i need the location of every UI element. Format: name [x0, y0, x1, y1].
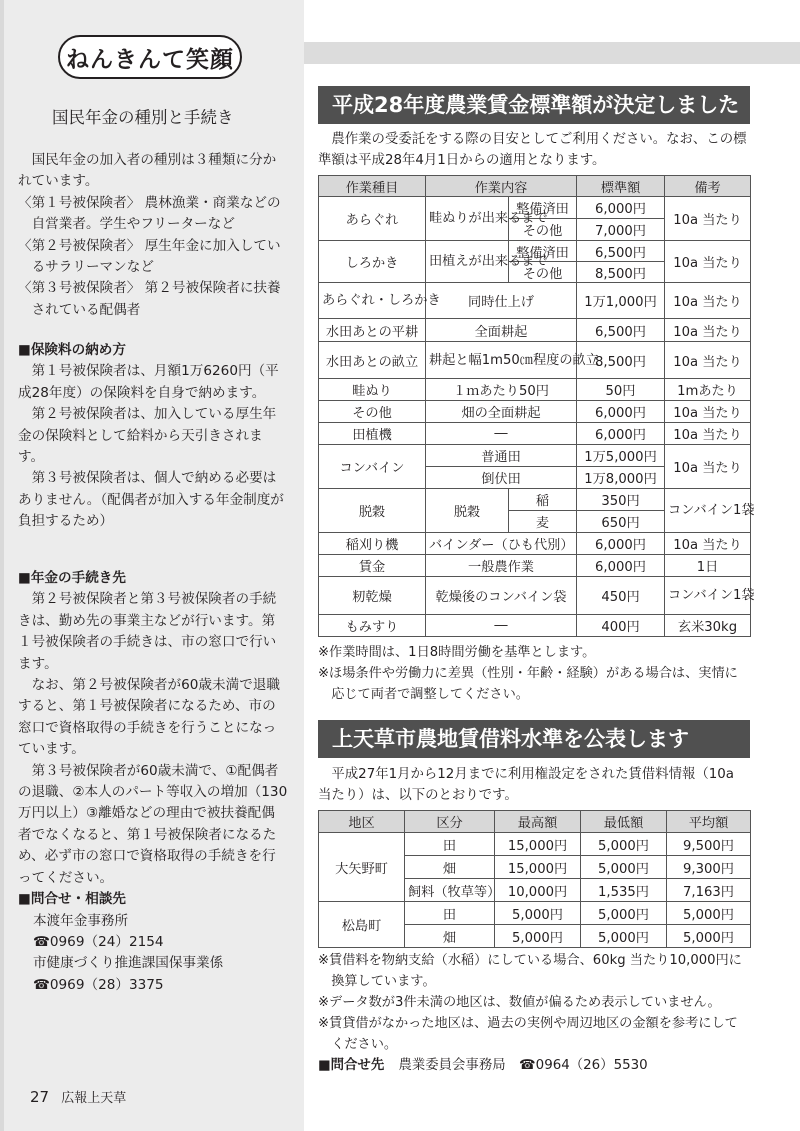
wage-header: 作業内容	[426, 176, 577, 197]
rent-header: 最低額	[581, 811, 667, 833]
work-content: 同時仕上げ	[426, 283, 577, 319]
land-type: 田	[405, 833, 495, 856]
remark: コンバイン1袋	[665, 489, 751, 533]
rent-header: 地区	[319, 811, 405, 833]
remark: 1日	[665, 555, 751, 577]
standard-amount: 350円	[577, 489, 665, 511]
wage-header: 作業種目	[319, 176, 426, 197]
avg-amount: 5,000円	[667, 902, 751, 925]
table-row	[319, 379, 751, 401]
max-amount: 15,000円	[495, 856, 581, 879]
work-item: コンバイン	[319, 445, 426, 489]
payment-text: 第３号被保険者は、個人で納める必要はありません。（配偶者が加入する年金制度が負担するため）	[18, 470, 284, 530]
work-subtype: 普通田	[426, 445, 577, 467]
avg-amount: 9,500円	[667, 833, 751, 856]
min-amount: 5,000円	[581, 925, 667, 948]
work-content: 一般農作業	[426, 555, 577, 577]
note-item: ※データ数が3件未満の地区は、数値が偏るため表示していません。	[318, 995, 721, 1010]
work-item: 賃金	[319, 555, 426, 577]
work-content: 耕起と幅1m50㎝程度の畝立	[426, 342, 577, 379]
table-row	[319, 283, 751, 319]
section1-banner: 平成28年度農業賃金標準額が決定しました	[318, 86, 750, 124]
standard-amount: 6,000円	[577, 423, 665, 445]
section1-notes	[318, 642, 750, 705]
work-subtype: 倒伏田	[426, 467, 577, 489]
work-item: 稲刈り機	[319, 533, 426, 555]
procedure-text: 第２号被保険者と第３号被保険者の手続きは、勤め先の事業主などが行います。第１号被保険者の手続きは、市の窓口で行います。	[18, 591, 277, 672]
payment-text: 第２号被保険者は、加入している厚生年金の保険料として給料から天引きされます。	[18, 406, 277, 466]
standard-amount: 8,500円	[577, 262, 665, 283]
work-subtype: その他	[509, 219, 577, 241]
contact-label: ■問合せ先	[318, 1058, 385, 1073]
max-amount: 10,000円	[495, 879, 581, 902]
work-content: １ｍあたり50円	[426, 379, 577, 401]
work-subtype: 整備済田	[509, 241, 577, 262]
work-item: もみすり	[319, 615, 426, 637]
contact-text: 農業委員会事務局 ☎0964（26）5530	[398, 1058, 648, 1073]
contact-line: 市健康づくり推進課国保事業係	[32, 955, 224, 972]
work-content: バインダー（ひも代別）	[426, 533, 577, 555]
work-item: 籾乾燥	[319, 577, 426, 615]
standard-amount: 1万1,000円	[577, 283, 665, 319]
table-row	[319, 319, 751, 342]
work-content: 畑の全面耕起	[426, 401, 577, 423]
type-item: 〈第２号被保険者〉 厚生年金に加入しているサラリーマンなど	[18, 237, 281, 276]
remark: コンバイン1袋	[665, 577, 751, 615]
table-row	[319, 342, 751, 379]
district: 大矢野町	[319, 833, 405, 902]
publication-name: 広報上天草	[61, 1091, 127, 1106]
remark: 10a 当たり	[665, 319, 751, 342]
avg-amount: 5,000円	[667, 925, 751, 948]
remark: 10a 当たり	[665, 423, 751, 445]
wage-header: 備考	[665, 176, 751, 197]
contact-heading: ■問合せ・相談先	[18, 891, 126, 908]
table-row	[319, 423, 751, 445]
table-row	[319, 197, 751, 219]
work-item: 水田あとの平耕	[319, 319, 426, 342]
remark: 10a 当たり	[665, 533, 751, 555]
land-type: 畑	[405, 856, 495, 879]
standard-amount: 6,000円	[577, 401, 665, 423]
remark: 10a 当たり	[665, 283, 751, 319]
min-amount: 5,000円	[581, 902, 667, 925]
land-type: 田	[405, 902, 495, 925]
payment-text: 第１号被保険者は、月額1万6260円（平成28年度）の保険料を自身で納めます。	[18, 363, 279, 401]
type-item: 〈第３号被保険者〉 第２号被保険者に扶養されている配偶者	[18, 280, 281, 318]
work-subtype: 整備済田	[509, 197, 577, 219]
section2-contact	[318, 1055, 750, 1076]
procedure-text: 第３号被保険者が60歳未満で、①配偶者の退職、②本人のパート等収入の増加（130万円以上）③離婚などの理由で被扶養配偶者でなくなると、第１号被保険者になるため、必ず市の窓口で資格取得の手続きを行ってください。	[18, 762, 288, 886]
min-amount: 5,000円	[581, 856, 667, 879]
table-row	[319, 555, 751, 577]
rent-header: 平均額	[667, 811, 751, 833]
wage-table	[318, 175, 755, 637]
work-content: ―	[426, 615, 577, 637]
section2-intro-text: 平成27年1月から12月までに利用権設定をされた賃借料情報（10a 当たり）は、以下のとおりです。	[318, 767, 734, 803]
standard-amount: 1万8,000円	[577, 467, 665, 489]
contact-phone: ☎0969（28）3375	[32, 976, 164, 993]
remark: 1mあたり	[665, 379, 751, 401]
top-band	[304, 42, 800, 64]
rent-table	[318, 810, 751, 948]
work-item: 畦ぬり	[319, 379, 426, 401]
min-amount: 5,000円	[581, 833, 667, 856]
work-subtype: 麦	[509, 511, 577, 533]
section1-intro	[318, 130, 750, 171]
page-number: 27	[30, 1088, 50, 1106]
note-item: ※ほ場条件や労働力に差異（性別・年齢・経験）がある場合は、実情に応じて両者で調整してください。	[318, 666, 738, 702]
work-item: あらぐれ	[319, 197, 426, 241]
rent-header: 最高額	[495, 811, 581, 833]
table-row	[319, 533, 751, 555]
contact-line: 本渡年金事務所	[32, 912, 129, 929]
payment-heading: ■保険料の納め方	[18, 342, 126, 358]
section1-intro-text: 農作業の受委託をする際の目安としてご利用ください。なお、この標準額は平成28年4月1日からの適用となります。	[318, 132, 747, 168]
remark: 10a 当たり	[665, 241, 751, 283]
work-content: 田植えが出来るまで	[426, 241, 509, 283]
district: 松島町	[319, 902, 405, 948]
max-amount: 5,000円	[495, 902, 581, 925]
table-row	[319, 241, 751, 262]
type-item: 〈第１号被保険者〉 農林漁業・商業などの自営業者。学生やフリーターなど	[18, 194, 281, 233]
standard-amount: 8,500円	[577, 342, 665, 379]
land-type: 畑	[405, 925, 495, 948]
work-item: あらぐれ・しろかき	[319, 283, 426, 319]
table-row	[319, 902, 751, 925]
work-item: しろかき	[319, 241, 426, 283]
left-edge-stripe	[0, 0, 4, 1131]
standard-amount: 650円	[577, 511, 665, 533]
procedure-text: なお、第２号被保険者が60歳未満で退職すると、第１号被保険者になるため、市の窓口で資格取得の手続きを行うことになっています。	[18, 677, 280, 758]
standard-amount: 7,000円	[577, 219, 665, 241]
standard-amount: 50円	[577, 379, 665, 401]
remark: 10a 当たり	[665, 401, 751, 423]
note-item: ※作業時間は、1日8時間労働を基準とします。	[318, 645, 596, 660]
section2-intro	[318, 765, 750, 806]
table-row	[319, 445, 751, 467]
note-item: ※賃貸借がなかった地区は、過去の実例や周辺地区の金額を参考にしてください。	[318, 1016, 738, 1052]
payment-section	[18, 340, 288, 533]
land-type: 飼料（牧草等）	[405, 879, 495, 902]
procedure-section	[18, 568, 288, 996]
standard-amount: 6,000円	[577, 533, 665, 555]
table-row	[319, 615, 751, 637]
procedure-heading: ■年金の手続き先	[18, 570, 126, 586]
note-item: ※賃借料を物納支給（水稲）にしている場合、60kg 当たり10,000円に換算しています。	[318, 953, 742, 989]
standard-amount: 450円	[577, 577, 665, 615]
contact-phone: ☎0969（24）2154	[32, 933, 164, 950]
work-content: ―	[426, 423, 577, 445]
table-row	[319, 833, 751, 856]
remark: 10a 当たり	[665, 445, 751, 489]
avg-amount: 7,163円	[667, 879, 751, 902]
intro-text: 国民年金の加入者の種別は３種類に分かれています。	[18, 152, 277, 190]
work-item: その他	[319, 401, 426, 423]
work-content: 乾燥後のコンバイン袋	[426, 577, 577, 615]
table-row	[319, 489, 751, 511]
wage-header: 標準額	[577, 176, 665, 197]
standard-amount: 6,000円	[577, 555, 665, 577]
standard-amount: 6,500円	[577, 319, 665, 342]
min-amount: 1,535円	[581, 879, 667, 902]
remark: 10a 当たり	[665, 197, 751, 241]
work-item: 田植機	[319, 423, 426, 445]
standard-amount: 6,000円	[577, 197, 665, 219]
remark: 玄米30kg	[665, 615, 751, 637]
avg-amount: 9,300円	[667, 856, 751, 879]
standard-amount: 400円	[577, 615, 665, 637]
work-content: 畦ぬりが出来るまで	[426, 197, 509, 241]
work-subtype: その他	[509, 262, 577, 283]
page-footer	[30, 1087, 126, 1106]
max-amount: 15,000円	[495, 833, 581, 856]
section2-notes	[318, 950, 750, 1055]
work-subtype: 稲	[509, 489, 577, 511]
work-item: 脱穀	[319, 489, 426, 533]
remark: 10a 当たり	[665, 342, 751, 379]
standard-amount: 6,500円	[577, 241, 665, 262]
work-content: 脱穀	[426, 489, 509, 533]
max-amount: 5,000円	[495, 925, 581, 948]
section2-banner: 上天草市農地賃借料水準を公表します	[318, 720, 750, 758]
work-content: 全面耕起	[426, 319, 577, 342]
left-article-title: 国民年金の種別と手続き	[52, 108, 234, 127]
pension-types	[18, 150, 288, 321]
column-logo: ねんきんて笑顔	[58, 35, 242, 79]
work-item: 水田あとの畝立	[319, 342, 426, 379]
table-row	[319, 401, 751, 423]
standard-amount: 1万5,000円	[577, 445, 665, 467]
table-row	[319, 577, 751, 615]
rent-header: 区分	[405, 811, 495, 833]
